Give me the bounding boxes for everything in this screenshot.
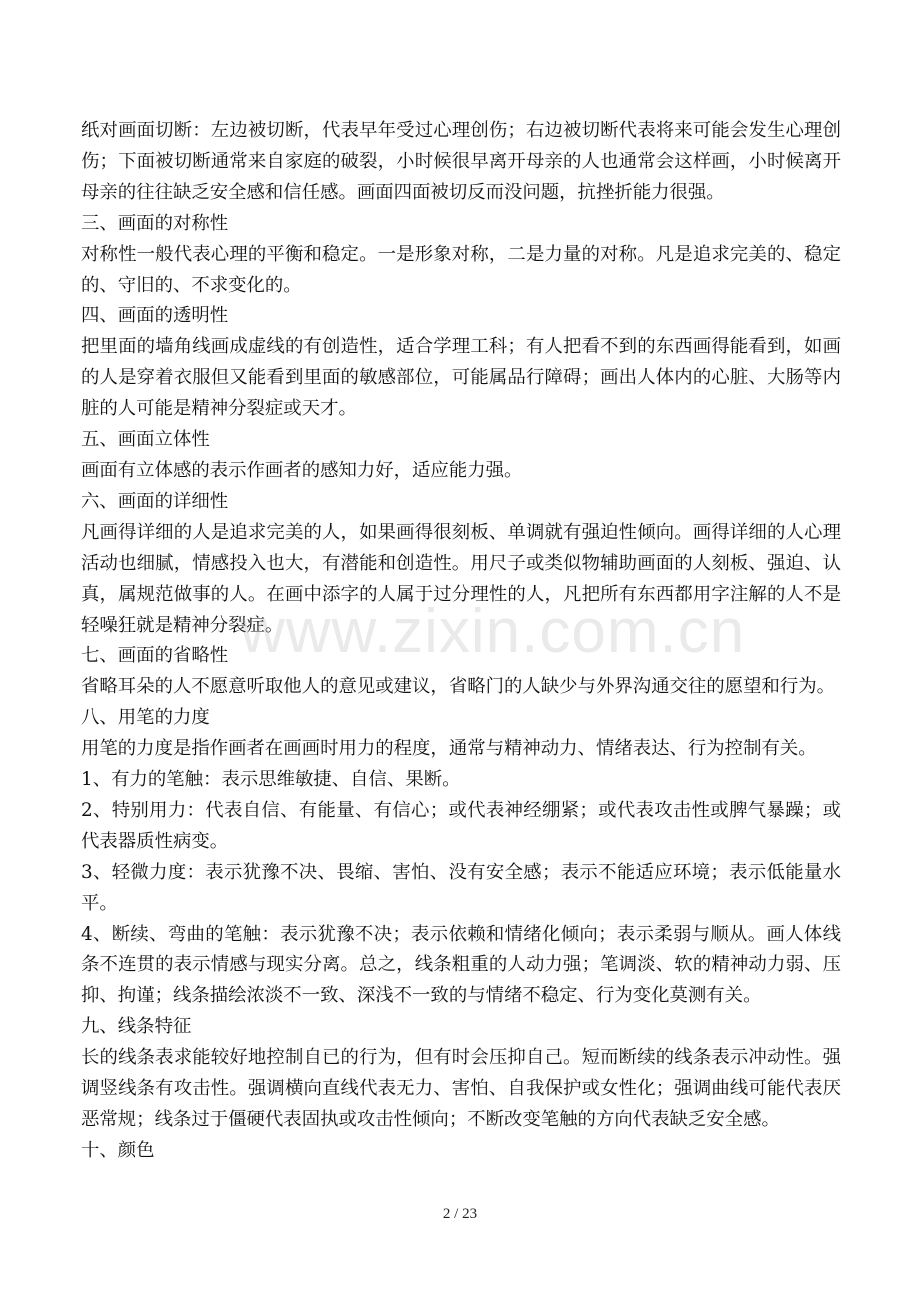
page-number: 2 / 23 <box>442 1206 478 1222</box>
paragraph: 纸对画面切断：左边被切断，代表早年受过心理创伤；右边被切断代表将来可能会发生心理创伤；下面被切断通常来自家庭的破裂，小时候很早离开母亲的人也通常会这样画，小时候离开母亲的往往缺乏安全感和信任感。画面四面被切反而没问题，抗挫折能力很强。 <box>81 120 841 203</box>
section-heading: 八、用笔的力度 <box>81 707 210 729</box>
section-heading: 五、画面立体性 <box>81 429 210 451</box>
watermark: www.zixin.com.cn <box>240 597 746 666</box>
paragraph: 3、轻微力度：表示犹豫不决、畏缩、害怕、没有安全感；表示不能适应环境；表示低能量水平。 <box>81 861 841 914</box>
paragraph: 长的线条表求能较好地控制自已的行为，但有时会压抑自己。短而断续的线条表示冲动性。强调竖线条有攻击性。强调横向直线代表无力、害怕、自我保护或女性化；强调曲线可能代表厌恶常规；线条过于僵硬代表固执或攻击性倾向；不断改变笔触的方向代表缺乏安全感。 <box>81 1047 841 1130</box>
paragraph: 省略耳朵的人不愿意听取他人的意见或建议，省略门的人缺少与外界沟通交往的愿望和行为。 <box>81 676 836 698</box>
paragraph: 对称性一般代表心理的平衡和稳定。一是形象对称，二是力量的对称。凡是追求完美的、稳定的、守旧的、不求变化的。 <box>81 243 841 296</box>
section-heading: 四、画面的透明性 <box>81 305 229 327</box>
section-heading: 七、画面的省略性 <box>81 645 229 667</box>
section-heading: 九、线条特征 <box>81 1016 192 1038</box>
paragraph: 画面有立体感的表示作画者的感知力好，适应能力强。 <box>81 459 523 481</box>
section-heading: 三、画面的对称性 <box>81 212 229 234</box>
paragraph: 凡画得详细的人是追求完美的人，如果画得很刻板、单调就有强迫性倾向。画得详细的人心理活动也细腻，情感投入也大，有潜能和创造性。用尺子或类似物辅助画面的人刻板、强迫、认真，属规范做事的人。在画中添字的人属于过分理性的人，凡把所有东西都用字注解的人不是轻噪狂就是精神分裂症。 <box>81 521 841 636</box>
paragraph: 2、特别用力：代表自信、有能量、有信心；或代表神经绷紧；或代表攻击性或脾气暴躁；或代表器质性病变。 <box>81 799 841 852</box>
paragraph: 用笔的力度是指作画者在画画时用力的程度，通常与精神动力、情绪表达、行为控制有关。 <box>81 738 817 760</box>
paragraph: 1、有力的笔触：表示思维敏捷、自信、果断。 <box>81 769 461 791</box>
paragraph: 把里面的墙角线画成虚线的有创造性，适合学理工科；有人把看不到的东西画得能看到，如画的人是穿着衣服但又能看到里面的敏感部位，可能属品行障碍；画出人体内的心脏、大肠等内脏的人可能是精神分裂症或天才。 <box>81 336 841 420</box>
section-heading: 六、画面的详细性 <box>81 490 229 512</box>
document-body <box>81 116 841 1167</box>
section-heading: 十、颜色 <box>81 1139 155 1161</box>
paragraph: 4、断续、弯曲的笔触：表示犹豫不决；表示依赖和情绪化倾向；表示柔弱与顺从。画人体线条不连贯的表示情感与现实分离。总之，线条粗重的人动力强；笔调淡、软的精神动力弱、压抑、拘谨；线条描绘浓淡不一致、深浅不一致的与情绪不稳定、行为变化莫测有关。 <box>81 923 841 1007</box>
